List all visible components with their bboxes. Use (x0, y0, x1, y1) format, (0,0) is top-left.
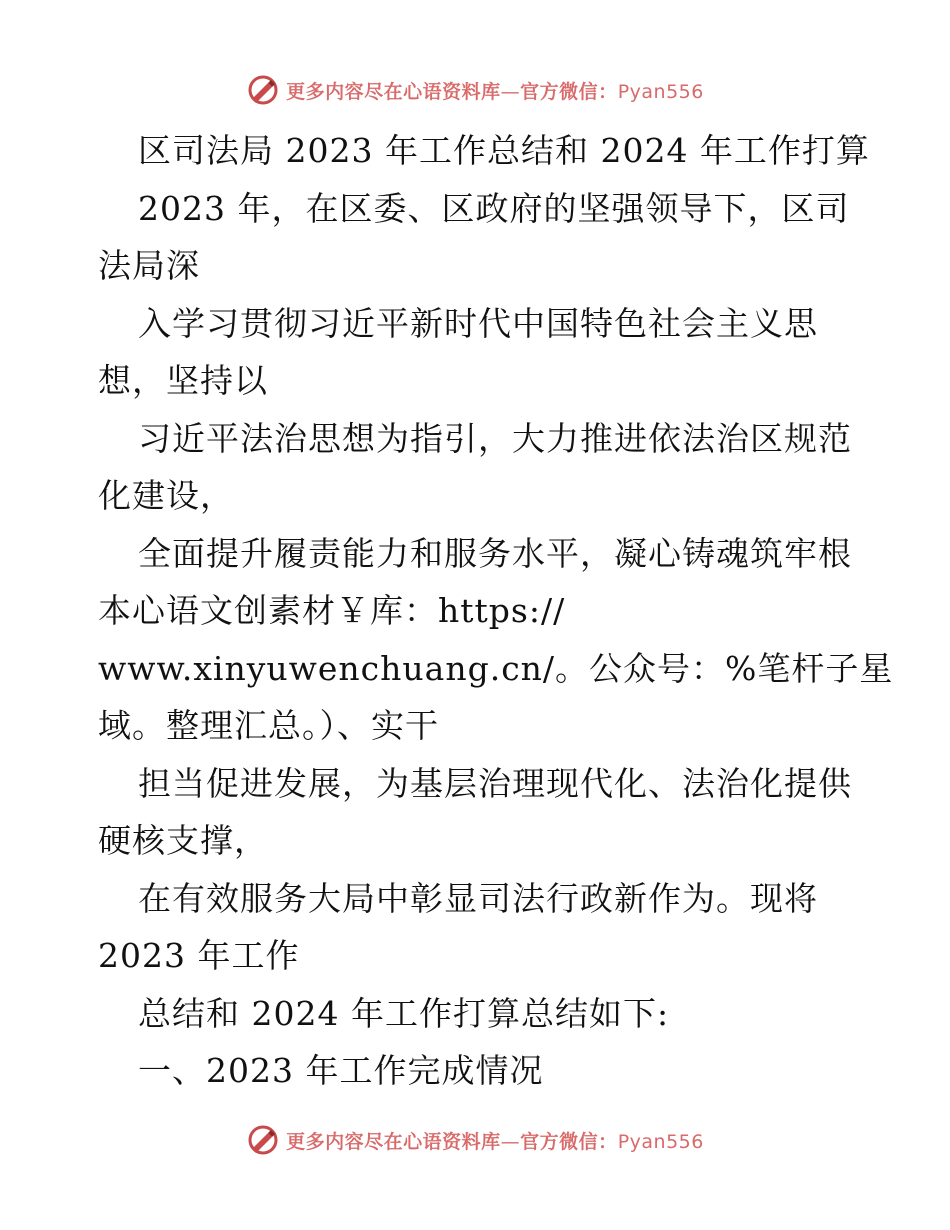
text-line: 本心语文创素材￥库：https:// (98, 591, 566, 630)
text-line: 一、2023 年工作完成情况 (138, 1051, 544, 1090)
text-line: 2023 年工作 (98, 936, 300, 975)
watermark-text: 更多内容尽在心语资料库—官方微信：Pyan556 (286, 1130, 704, 1153)
watermark-text: 更多内容尽在心语资料库—官方微信：Pyan556 (286, 80, 704, 103)
document-body (98, 122, 894, 1100)
text-line: 担当促进发展，为基层治理现代化、法治化提供 (138, 763, 852, 803)
pen-logo-icon (246, 73, 280, 107)
text-line: 2023 年，在区委、区政府的坚强领导下，区司 (138, 188, 850, 228)
text-line: 习近平法治思想为指引，大力推进依法治区规范 (138, 418, 852, 458)
text-line: 域。整理汇总。）、实干 (98, 706, 439, 745)
text-line: 法局深 (98, 246, 200, 285)
text-line: 化建设， (98, 476, 234, 515)
text-line: www.xinyuwenchuang.cn/。公众号：%笔杆子星 (98, 648, 894, 688)
text-line: 入学习贯彻习近平新时代中国特色社会主义思 (138, 303, 818, 343)
header-watermark (0, 70, 950, 110)
pen-logo-icon (246, 1123, 280, 1157)
text-line: 全面提升履责能力和服务水平，凝心铸魂筑牢根 (138, 533, 852, 573)
text-line: 在有效服务大局中彰显司法行政新作为。现将 (138, 878, 818, 918)
text-line: 想，坚持以 (98, 361, 268, 400)
text-line: 硬核支撑， (98, 821, 268, 860)
footer-watermark (0, 1120, 950, 1160)
text-line: 总结和 2024 年工作打算总结如下: (138, 993, 670, 1033)
text-line: 区司法局 2023 年工作总结和 2024 年工作打算 (138, 131, 870, 170)
